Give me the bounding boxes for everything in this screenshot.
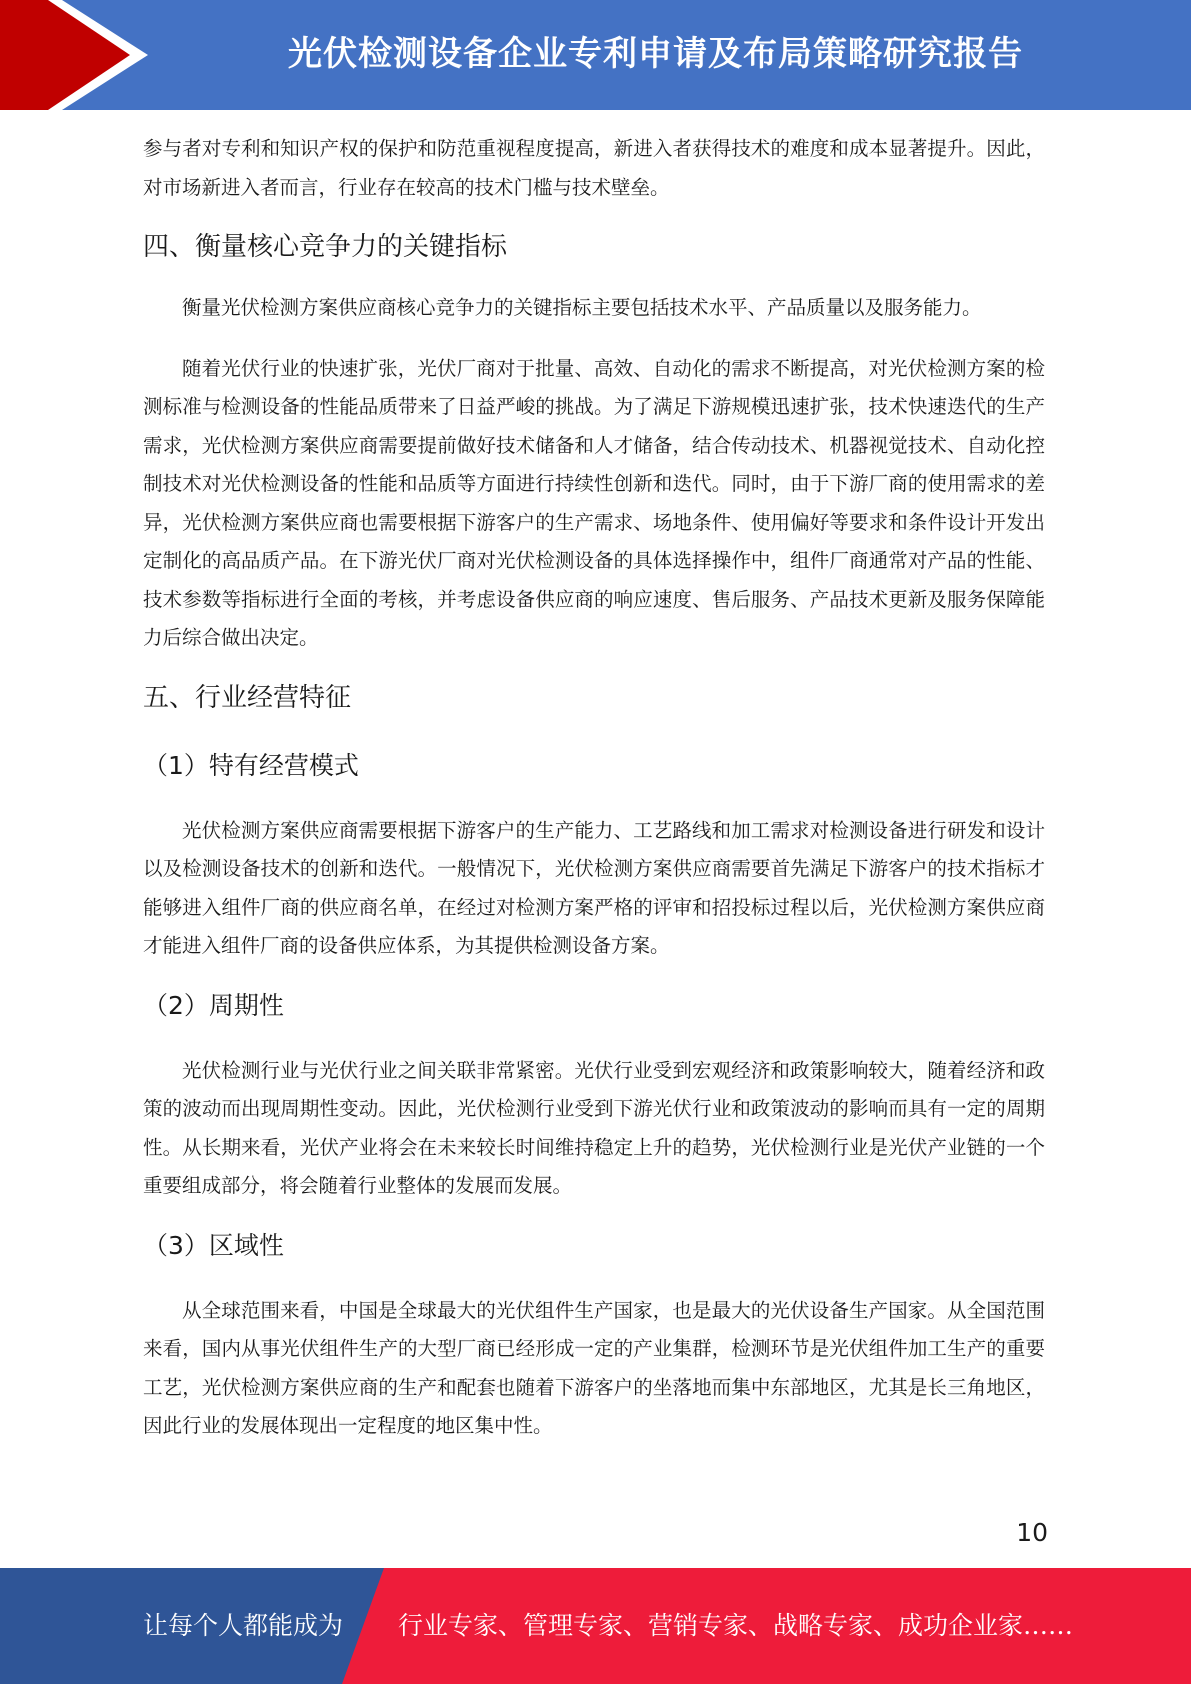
paragraph-business-model: 光伏检测方案供应商需要根据下游客户的生产能力、工艺路线和加工需求对检测设备进行研发和设计以及检测设备技术的创新和迭代。一般情况下，光伏检测方案供应商需要首先满足下游客户的技术指标才能够进入组件厂商的供应商名单，在经过对检测方案严格的评审和招投标过程以后，光伏检测方案供应商才能进入组件厂商的设备供应体系，为其提供检测设备方案。 xyxy=(143,818,1045,957)
page-header xyxy=(0,0,1191,110)
paragraph-regionality: 从全球范围来看，中国是全球最大的光伏组件生产国家，也是最大的光伏设备生产国家。从全国范围来看，国内从事光伏组件生产的大型厂商已经形成一定的产业集群，检测环节是光伏组件加工生产的重要工艺，光伏检测方案供应商的生产和配套也随着下游客户的坐落地而集中东部地区，尤其是长三角地区，因此行业的发展体现出一定程度的地区集中性。 xyxy=(143,1298,1045,1437)
header-arrow-decoration xyxy=(0,0,160,110)
section-heading-4: 四、衡量核心竞争力的关键指标 xyxy=(143,232,508,262)
header-title: 光伏检测设备企业专利申请及布局策略研究报告 xyxy=(288,34,1023,74)
footer-slogan-left: 让每个人都能成为 xyxy=(143,1611,344,1640)
footer-slogan-right: 行业专家、管理专家、营销专家、战略专家、成功企业家…… xyxy=(398,1611,1074,1640)
paragraph-key-indicators: 衡量光伏检测方案供应商核心竞争力的关键指标主要包括技术水平、产品质量以及服务能力。 xyxy=(182,296,982,319)
paragraph-industry-expansion: 随着光伏行业的快速扩张，光伏厂商对于批量、高效、自动化的需求不断提高，对光伏检测方案的检测标准与检测设备的性能品质带来了日益严峻的挑战。为了满足下游规模迅速扩张，技术快速迭代的生产需求，光伏检测方案供应商需要提前做好技术储备和人才储备，结合传动技术、机器视觉技术、自动化控制技术对光伏检测设备的性能和品质等方面进行持续性创新和迭代。同时，由于下游厂商的使用需求的差异，光伏检测方案供应商也需要根据下游客户的生产需求、场地条件、使用偏好等要求和条件设计开发出定制化的高品质产品。在下游光伏厂商对光伏检测设备的具体选择操作中，组件厂商通常对产品的性能、技术参数等指标进行全面的考核，并考虑设备供应商的响应速度、售后服务、产品技术更新及服务保障能力后综合做出决定。 xyxy=(143,356,1045,649)
subheading-regionality: （3）区域性 xyxy=(143,1230,284,1260)
paragraph-cyclicality: 光伏检测行业与光伏行业之间关联非常紧密。光伏行业受到宏观经济和政策影响较大，随着经济和政策的波动而出现周期性变动。因此，光伏检测行业受到下游光伏行业和政策波动的影响而具有一定的周期性。从长期来看，光伏产业将会在未来较长时间维持稳定上升的趋势，光伏检测行业是光伏产业链的一个重要组成部分，将会随着行业整体的发展而发展。 xyxy=(143,1058,1045,1197)
subheading-business-model: （1）特有经营模式 xyxy=(143,750,359,780)
page-footer xyxy=(0,1568,1191,1684)
page-number: 10 xyxy=(1016,1518,1048,1547)
page-content xyxy=(143,130,1045,1446)
section-heading-5: 五、行业经营特征 xyxy=(143,682,352,713)
subheading-cyclicality: （2）周期性 xyxy=(143,990,284,1020)
paragraph-intro: 参与者对专利和知识产权的保护和防范重视程度提高，新进入者获得技术的难度和成本显著提升。因此，对市场新进入者而言，行业存在较高的技术门槛与技术壁垒。 xyxy=(143,137,1045,199)
